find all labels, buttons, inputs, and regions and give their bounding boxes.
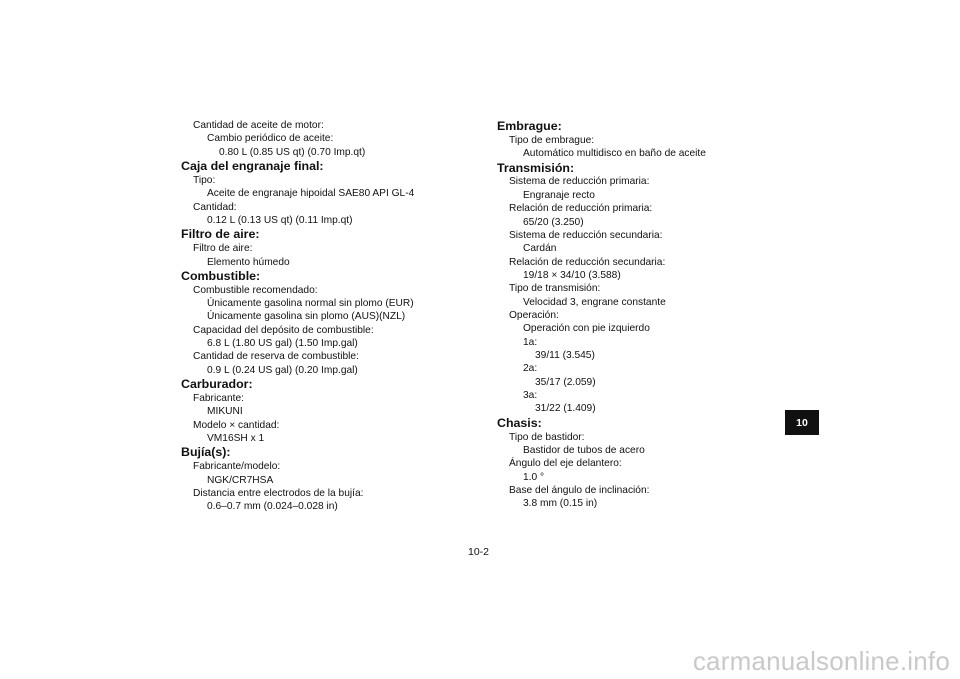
spec-line: Bastidor de tubos de acero <box>523 444 645 456</box>
spec-line: Cantidad: <box>193 201 237 213</box>
spec-line: 0.12 L (0.13 US qt) (0.11 Imp.qt) <box>207 214 353 226</box>
spec-line: 35/17 (2.059) <box>535 376 596 388</box>
spec-line: Ángulo del eje delantero: <box>509 458 622 470</box>
section-heading: Bujía(s): <box>181 445 231 460</box>
spec-line: 19/18 × 34/10 (3.588) <box>523 269 621 281</box>
spec-line: Capacidad del depósito de combustible: <box>193 324 374 336</box>
spec-line: Elemento húmedo <box>207 256 290 268</box>
spec-line: Filtro de aire: <box>193 243 253 255</box>
spec-line: Distancia entre electrodos de la bujía: <box>193 488 364 500</box>
spec-line: Sistema de reducción secundaria: <box>509 229 663 241</box>
section-heading: Combustible: <box>181 268 261 283</box>
spec-line: 6.8 L (1.80 US gal) (1.50 Imp.gal) <box>207 338 358 350</box>
spec-line: Tipo de embrague: <box>509 134 595 146</box>
section-heading: Caja del engranaje final: <box>181 159 324 174</box>
spec-line: Cambio periódico de aceite: <box>207 133 334 145</box>
spec-line: Cantidad de reserva de combustible: <box>193 351 359 363</box>
section-heading: Transmisión: <box>497 160 575 175</box>
spec-line: 0.6–0.7 mm (0.024–0.028 in) <box>207 501 338 513</box>
watermark: carmanualsonline.info <box>692 646 950 676</box>
chapter-tab: 10 <box>785 410 819 435</box>
spec-line: Únicamente gasolina normal sin plomo (EUR) <box>207 298 414 310</box>
spec-line: VM16SH x 1 <box>207 433 265 445</box>
spec-line: Fabricante/modelo: <box>193 461 281 473</box>
section-heading: Embrague: <box>497 119 562 133</box>
section-heading: Filtro de aire: <box>181 227 260 242</box>
spec-line: Combustible recomendado: <box>193 284 318 296</box>
spec-line: Sistema de reducción primaria: <box>509 176 650 188</box>
spec-line: 2a: <box>523 363 538 375</box>
spec-line: Cardán <box>523 243 557 255</box>
spec-line: 3.8 mm (0.15 in) <box>523 498 598 510</box>
spec-line: Tipo de bastidor: <box>509 431 585 443</box>
spec-line: Modelo × cantidad: <box>193 419 280 431</box>
spec-line: Únicamente gasolina sin plomo (AUS)(NZL) <box>207 311 406 323</box>
spec-line: Cantidad de aceite de motor: <box>193 120 324 131</box>
spec-line: Engranaje recto <box>523 189 595 201</box>
spec-line: Automático multidisco en baño de aceite <box>523 148 706 160</box>
spec-column-right <box>497 119 767 511</box>
spec-line: Velocidad 3, engrane constante <box>523 296 666 308</box>
spec-line: MIKUNI <box>207 406 243 418</box>
spec-line: 1a: <box>523 336 538 348</box>
spec-line: 1.0 ° <box>523 471 545 483</box>
spec-line: Tipo: <box>193 174 216 186</box>
section-heading: Chasis: <box>497 415 542 430</box>
page-number: 10-2 <box>468 546 490 558</box>
spec-line: Fabricante: <box>193 393 244 405</box>
spec-line: Relación de reducción primaria: <box>509 203 653 215</box>
spec-line: Base del ángulo de inclinación: <box>509 484 650 496</box>
spec-line: 65/20 (3.250) <box>523 216 584 228</box>
spec-column-left <box>181 119 461 514</box>
spec-line: Relación de reducción secundaria: <box>509 256 666 268</box>
spec-line: Operación: <box>509 309 559 321</box>
spec-line: Operación con pie izquierdo <box>523 323 650 335</box>
spec-line: Tipo de transmisión: <box>509 283 601 295</box>
spec-line: 0.80 L (0.85 US qt) (0.70 Imp.qt) <box>219 146 366 158</box>
spec-line: 0.9 L (0.24 US gal) (0.20 Imp.gal) <box>207 364 358 376</box>
spec-line: NGK/CR7HSA <box>207 474 274 486</box>
spec-line: 3a: <box>523 389 538 401</box>
spec-line: 31/22 (1.409) <box>535 403 596 415</box>
spec-line: Aceite de engranaje hipoidal SAE80 API GL-4 <box>207 188 415 200</box>
spec-line: 39/11 (3.545) <box>535 349 595 361</box>
section-heading: Carburador: <box>181 377 253 392</box>
